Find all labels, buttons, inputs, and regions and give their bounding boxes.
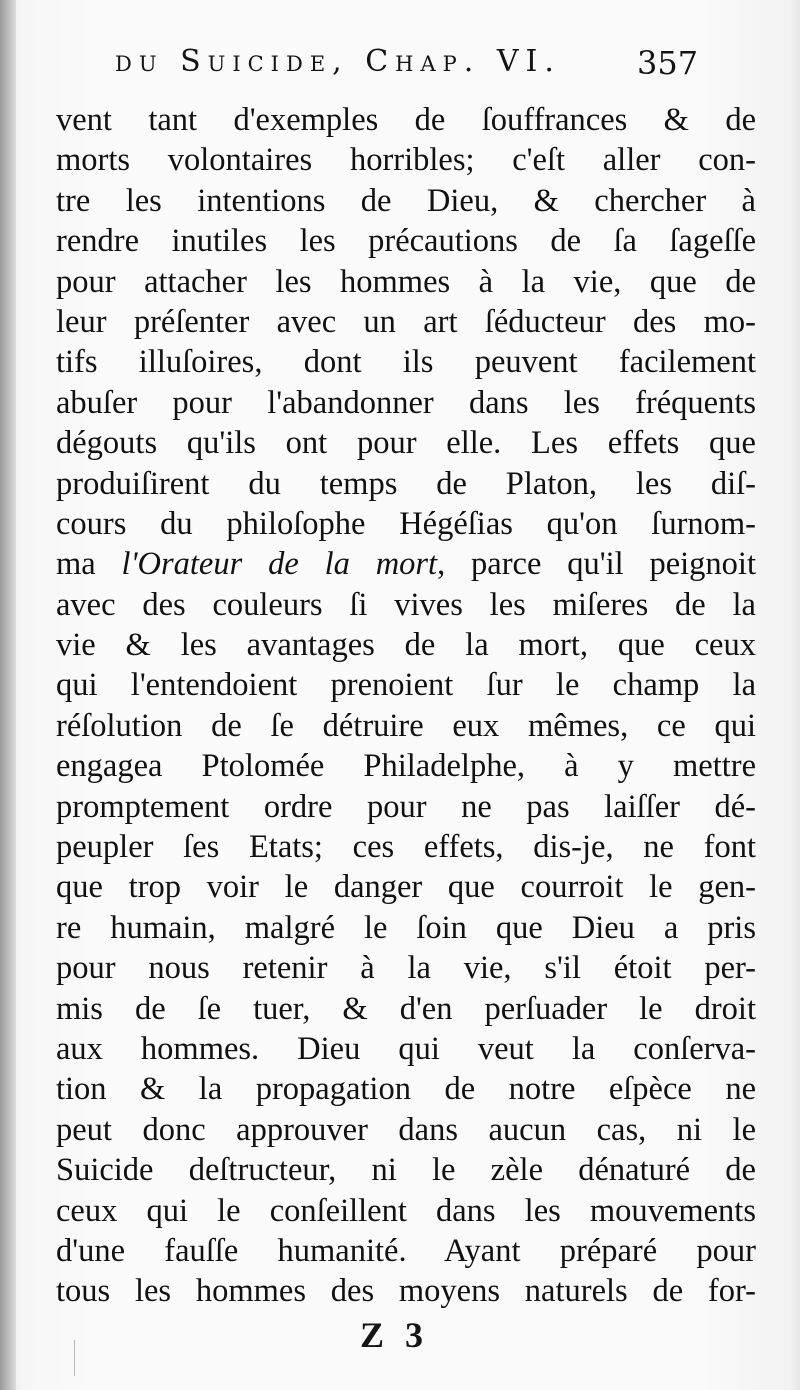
text-line: réſolution de ſe détruire eux mêmes, ce qui bbox=[56, 707, 756, 744]
text-line: Suicide deſtructeur, ni le zèle dénaturé de bbox=[56, 1152, 756, 1189]
text-line: leur préſenter avec un art ſéducteur des mo- bbox=[56, 303, 756, 340]
text-line: aux hommes. Dieu qui veut la conſerva- bbox=[56, 1030, 756, 1067]
text-line: vie & les avantages de la mort, que ceux bbox=[56, 627, 756, 664]
text-line: ma l'Orateur de la mort, parce qu'il peignoit bbox=[56, 546, 756, 583]
text-line: qui l'entendoient prenoient ſur le champ la bbox=[56, 667, 756, 704]
text-line: engagea Ptolomée Philadelphe, à y mettre bbox=[56, 748, 756, 785]
text-line: peut donc approuver dans aucun cas, ni le bbox=[56, 1111, 756, 1148]
italic-phrase: l'Orateur de la mort bbox=[121, 546, 438, 583]
signature-mark: Z 3 bbox=[360, 1315, 430, 1355]
running-head bbox=[115, 40, 715, 90]
text-line: tre les intentions de Dieu, & chercher à bbox=[56, 182, 756, 219]
margin-mark bbox=[74, 1340, 75, 1376]
gutter-shadow bbox=[0, 0, 16, 1390]
running-title: du Suicide, Chap. VI. bbox=[115, 44, 561, 79]
text-line: cours du philoſophe Hégéſias qu'on ſurnom- bbox=[56, 505, 756, 542]
text-line: peupler ſes Etats; ces effets, dis-je, ne font bbox=[56, 829, 756, 866]
text-line: produiſirent du temps de Platon, les diſ- bbox=[56, 465, 756, 502]
text-line: re humain, malgré le ſoin que Dieu a pris bbox=[56, 909, 756, 946]
text-line: d'une fauſſe humanité. Ayant préparé pour bbox=[56, 1232, 756, 1269]
body-text bbox=[56, 100, 756, 1312]
page-number: 357 bbox=[637, 44, 699, 82]
text-line: que trop voir le danger que courroit le gen- bbox=[56, 869, 756, 906]
text-line: tion & la propagation de notre eſpèce ne bbox=[56, 1071, 756, 1108]
text-line: rendre inutiles les précautions de ſa ſageſſe bbox=[56, 223, 756, 260]
text-line: promptement ordre pour ne pas laiſſer dé- bbox=[56, 788, 756, 825]
text-line: pour attacher les hommes à la vie, que de bbox=[56, 263, 756, 300]
text-line: morts volontaires horribles; c'eſt aller con- bbox=[56, 142, 756, 179]
text-line: tous les hommes des moyens naturels de for- bbox=[56, 1273, 756, 1310]
text-line: pour nous retenir à la vie, s'il étoit per- bbox=[56, 950, 756, 987]
text-line: ceux qui le conſeillent dans les mouvements bbox=[56, 1192, 756, 1229]
text-line: vent tant d'exemples de ſouffrances & de bbox=[56, 102, 756, 138]
text-line: avec des couleurs ſi vives les miſeres de la bbox=[56, 586, 756, 623]
text-line: tifs illuſoires, dont ils peuvent facilement bbox=[56, 344, 756, 381]
text-line: dégouts qu'ils ont pour elle. Les effets que bbox=[56, 425, 756, 462]
text-line: abuſer pour l'abandonner dans les fréquents bbox=[56, 384, 756, 421]
text-line: mis de ſe tuer, & d'en perſuader le droit bbox=[56, 990, 756, 1027]
